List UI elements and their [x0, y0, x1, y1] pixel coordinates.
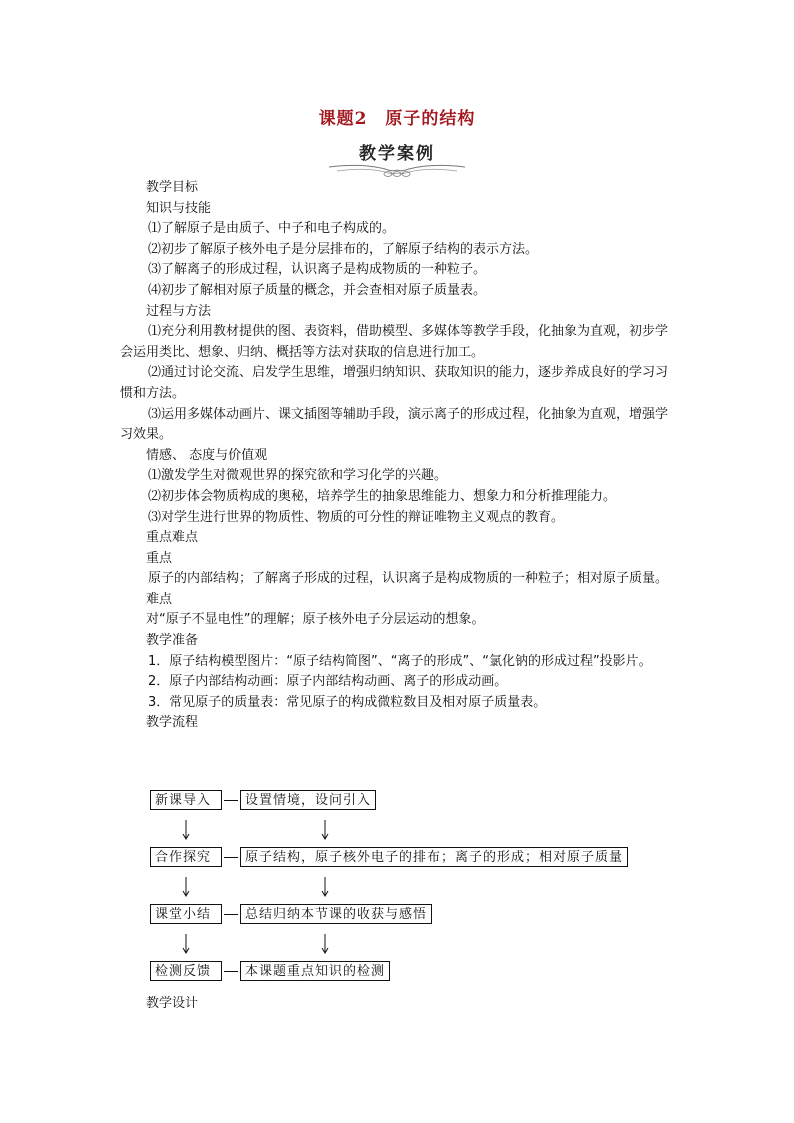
down-arrow-icon: [181, 818, 191, 842]
ornament-divider-icon: [327, 161, 467, 179]
flow-stage-box: 检测反馈: [150, 961, 222, 981]
flow-connector: [224, 914, 238, 915]
body-paragraph: ⑶了解离子的形成过程，认识离子是构成物质的一种粒子。: [148, 262, 487, 278]
body-paragraph: ⑴激发学生对微观世界的探究欲和学习化学的兴趣。: [148, 468, 448, 484]
body-paragraph: 2．原子内部结构动画：原子内部结构动画、离子的形成动画。: [148, 674, 508, 690]
document-title: 课题2 原子的结构: [318, 109, 476, 129]
body-paragraph: ⑵通过讨论交流、启发学生思维，增强归纳知识、获取知识的能力，逐步养成良好的学习习惯和方法。: [120, 365, 669, 401]
section-heading: 教学准备: [146, 633, 199, 649]
down-arrow-icon: [320, 818, 330, 842]
section-heading: 重点难点: [146, 530, 199, 546]
section-heading: 过程与方法: [146, 303, 212, 319]
flow-connector: [224, 971, 238, 972]
body-paragraph: 3．常见原子的质量表：常见原子的构成微粒数目及相对原子质量表。: [148, 694, 547, 710]
section-heading: 重点: [146, 550, 173, 566]
body-paragraph: ⑵初步了解原子核外电子是分层排布的，了解原子结构的表示方法。: [148, 241, 539, 257]
teaching-flow-chart: [150, 790, 670, 990]
flow-connector: [224, 800, 238, 801]
document-body: [120, 178, 680, 734]
section-heading: 难点: [146, 591, 173, 607]
flow-stage-box: 合作探究: [150, 847, 222, 867]
section-heading: 教学流程: [146, 715, 199, 731]
document-subtitle: 教学案例: [359, 144, 435, 164]
flow-stage-box: 课堂小结: [150, 904, 222, 924]
flow-desc-box: 总结归纳本节课的收获与感悟: [240, 904, 432, 924]
body-paragraph: ⑷初步了解相对原子质量的概念，并会查相对原子质量表。: [148, 282, 487, 298]
down-arrow-icon: [181, 875, 191, 899]
section-heading: 教学设计: [146, 996, 199, 1011]
section-heading: 知识与技能: [146, 200, 212, 216]
down-arrow-icon: [181, 932, 191, 956]
section-heading: 对“原子不显电性”的理解；原子核外电子分层运动的想象。: [146, 612, 485, 628]
body-paragraph: ⑴了解原子是由质子、中子和电子构成的。: [148, 221, 396, 237]
body-paragraph: ⑶运用多媒体动画片、课文插图等辅助手段，演示离子的形成过程，化抽象为直观，增强学习效果。: [120, 406, 669, 443]
down-arrow-icon: [320, 875, 330, 899]
down-arrow-icon: [320, 932, 330, 956]
flow-desc-box: 原子结构，原子核外电子的排布；离子的形成；相对原子质量: [240, 847, 628, 867]
flow-stage-box: 新课导入: [150, 790, 222, 810]
flow-desc-box: 本课题重点知识的检测: [240, 961, 390, 981]
body-paragraph: 原子的内部结构；了解离子形成的过程，认识离子是构成物质的一种粒子；相对原子质量。: [148, 571, 669, 587]
flow-desc-box: 设置情境，设问引入: [240, 790, 376, 810]
section-heading: 教学目标: [146, 180, 199, 195]
body-paragraph: ⑶对学生进行世界的物质性、物质的可分性的辩证唯物主义观点的教育。: [148, 509, 565, 525]
flow-connector: [224, 857, 238, 858]
body-paragraph: 1．原子结构模型图片：“原子结构简图”、“离子的形成”、“氯化钠的形成过程”投影片。: [148, 653, 652, 669]
body-paragraph: ⑴充分利用教材提供的图、表资料，借助模型、多媒体等教学手段，化抽象为直观，初步学会运用类比、想象、归纳、概括等方法对获取的信息进行加工。: [120, 324, 669, 360]
section-heading: 情感、 态度与价值观: [146, 447, 268, 463]
body-paragraph: ⑵初步体会物质构成的奥秘，培养学生的抽象思维能力、想象力和分析推理能力。: [148, 488, 617, 504]
